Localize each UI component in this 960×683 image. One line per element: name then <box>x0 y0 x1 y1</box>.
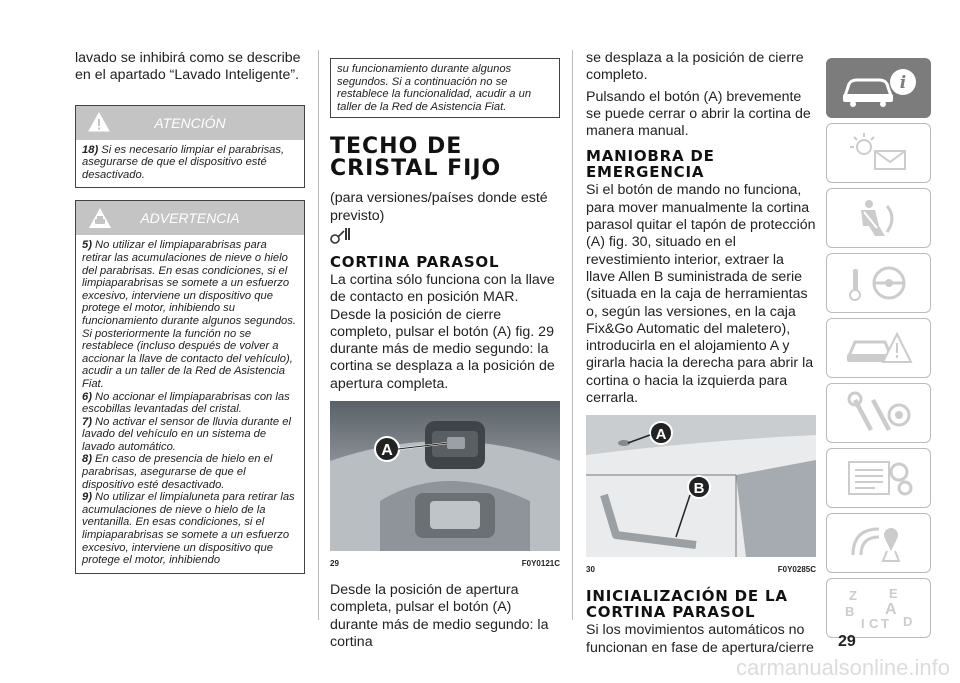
driving-icon <box>839 261 919 305</box>
allen-key-image <box>586 415 816 557</box>
tab-index[interactable] <box>826 578 931 638</box>
tab-safety[interactable] <box>826 188 931 248</box>
index-letter: T <box>880 616 889 630</box>
tab-maintenance[interactable] <box>826 383 931 443</box>
figure-number: 30 <box>586 565 595 575</box>
figure-30 <box>586 415 816 574</box>
advertencia-header <box>76 201 304 235</box>
figure-code: F0Y0285C <box>777 565 816 575</box>
tab-navigation[interactable] <box>826 513 931 573</box>
warning-item: 5) No utilizar el limpiaparabrisas para retirar las acumulaciones de nieve o hielo del parabrisas. En esas condiciones, si el limpiaparabrisas se somete a un esfuerzo excesivo, interviene un dispositivo que protege el motor, inhibiendo su funcionamiento durante algunos segundos. Si posteriormente la función no se restablece (incluso después de volver a accionar la llave de contacto del vehículo), acudir a un taller de la Red de Asistencia Fiat. <box>82 239 296 390</box>
atencion-num: 18) <box>82 143 99 156</box>
body-text: Si los movimientos automáticos no funcionan en fase de apertura/cierre <box>586 622 814 656</box>
index-icon <box>839 586 919 630</box>
roof-console-image <box>330 401 560 551</box>
key-icon <box>330 227 560 250</box>
atencion-title: ATENCIÓN <box>154 114 226 131</box>
callout-a-label: A <box>655 426 667 444</box>
figure-number: 29 <box>330 559 339 569</box>
index-letter: C <box>868 616 878 630</box>
column-divider <box>572 50 573 620</box>
body-text: Desde la posición de apertura completa, pulsar el botón (A) durante más de medio segundo: la cortina <box>330 582 549 650</box>
subsection-maniobra: MANIOBRA DE EMERGENCIA <box>586 147 715 182</box>
tab-warning-lights[interactable] <box>826 123 931 183</box>
warnings-list <box>76 235 304 572</box>
tab-car-info[interactable] <box>826 58 931 118</box>
column-1 <box>75 50 305 574</box>
atencion-box <box>75 105 305 189</box>
intro-text: lavado se inhibirá como se describe en el apartado “Lavado Inteligente”. <box>75 50 301 84</box>
section-title: TECHO DE CRISTAL FIJO <box>330 134 502 182</box>
body-text: Si el botón de mando no funciona, para mover manualmente la cortina parasol quitar el tapón de protección (A) fig. 30, situado en el revestimiento interior, extraer la llave Allen B suministrada de serie (situada en la caja de herramientas o, según las versiones, en la caja Fix&Go Automatic del maletero), introducirla en el alojamiento A y girarla hacia la derecha para abrir la cortina o hacia la izquierda para cerrarla. <box>586 182 816 407</box>
maintenance-icon <box>839 391 919 435</box>
warning-lights-icon <box>839 131 919 175</box>
warning-item: 7) No activar el sensor de lluvia durante el lavado del vehículo en un sistema de lavado automático. <box>82 415 291 453</box>
multimedia-icon <box>839 456 919 500</box>
column-divider <box>318 50 319 620</box>
index-letter: Z <box>848 588 857 603</box>
body-text: Pulsando el botón (A) brevemente se puede cerrar o abrir la cortina de manera manual. <box>586 88 811 140</box>
navigation-icon <box>839 521 919 565</box>
continued-warning-text: su funcionamiento durante algunos segundos. Si a continuación no se restablece la funcionalidad, acudir a un taller de la Red de Asistencia Fiat. <box>337 63 532 113</box>
advertencia-title: ADVERTENCIA <box>140 210 240 227</box>
atencion-header <box>76 106 304 140</box>
tab-emergency[interactable] <box>826 318 931 378</box>
car-info-icon <box>839 66 919 110</box>
page-number: 29 <box>838 633 856 650</box>
svg-text:i: i <box>899 73 906 93</box>
section-subtitle: (para versiones/países donde esté previsto) <box>330 190 548 224</box>
watermark: carmanualsonline.info <box>735 655 950 680</box>
figure-caption <box>330 559 560 568</box>
index-letter: E <box>888 586 898 601</box>
index-letter: B <box>844 604 854 619</box>
figure-29 <box>330 401 560 568</box>
continued-warning-box <box>330 58 560 118</box>
figure-code: F0Y0121C <box>521 559 560 569</box>
tab-driving[interactable] <box>826 253 931 313</box>
emergency-icon <box>839 326 919 370</box>
tab-multimedia[interactable] <box>826 448 931 508</box>
figure-caption <box>586 565 816 574</box>
safety-icon <box>839 196 919 240</box>
atencion-text: Si es necesario limpiar el parabrisas, asegurarse de que el dispositivo esté desactivado. <box>82 143 285 181</box>
index-letter: A <box>884 601 897 618</box>
warning-item: 6) No accionar el limpiaparabrisas con las escobillas levantadas del cristal. <box>82 390 290 416</box>
warning-item: 9) No utilizar el limpialuneta para retirar las acumulaciones de nieve o hielo de la ventanilla. En esas condiciones, si el limpiaparabrisas se somete a un esfuerzo excesivo, interviene un dispositivo que protege el motor, inhibiendo <box>82 491 295 567</box>
column-2 <box>330 50 560 651</box>
warning-item: 8) En caso de presencia de hielo en el parabrisas, asegurarse de que el dispositivo esté desactivado. <box>82 453 273 491</box>
subsection-cortina: CORTINA PARASOL <box>330 252 500 271</box>
body-text: se desplaza a la posición de cierre completo. <box>586 50 804 84</box>
index-letter: D <box>902 614 912 629</box>
callout-b-label: B <box>693 480 705 498</box>
advertencia-box <box>75 200 305 573</box>
callout-a-label: A <box>381 442 393 460</box>
column-3 <box>586 50 816 657</box>
subsection-inicializacion: INICIALIZACIÓN DE LA CORTINA PARASOL <box>586 587 788 622</box>
index-letter: I <box>860 616 865 630</box>
body-text: La cortina sólo funciona con la llave de contacto en posición MAR. Desde la posición de cierre completo, pulsar el botón (A) fig. 29 durante más de medio segundo: la cortina se desplaza a la posición de apertura completa. <box>330 271 555 392</box>
